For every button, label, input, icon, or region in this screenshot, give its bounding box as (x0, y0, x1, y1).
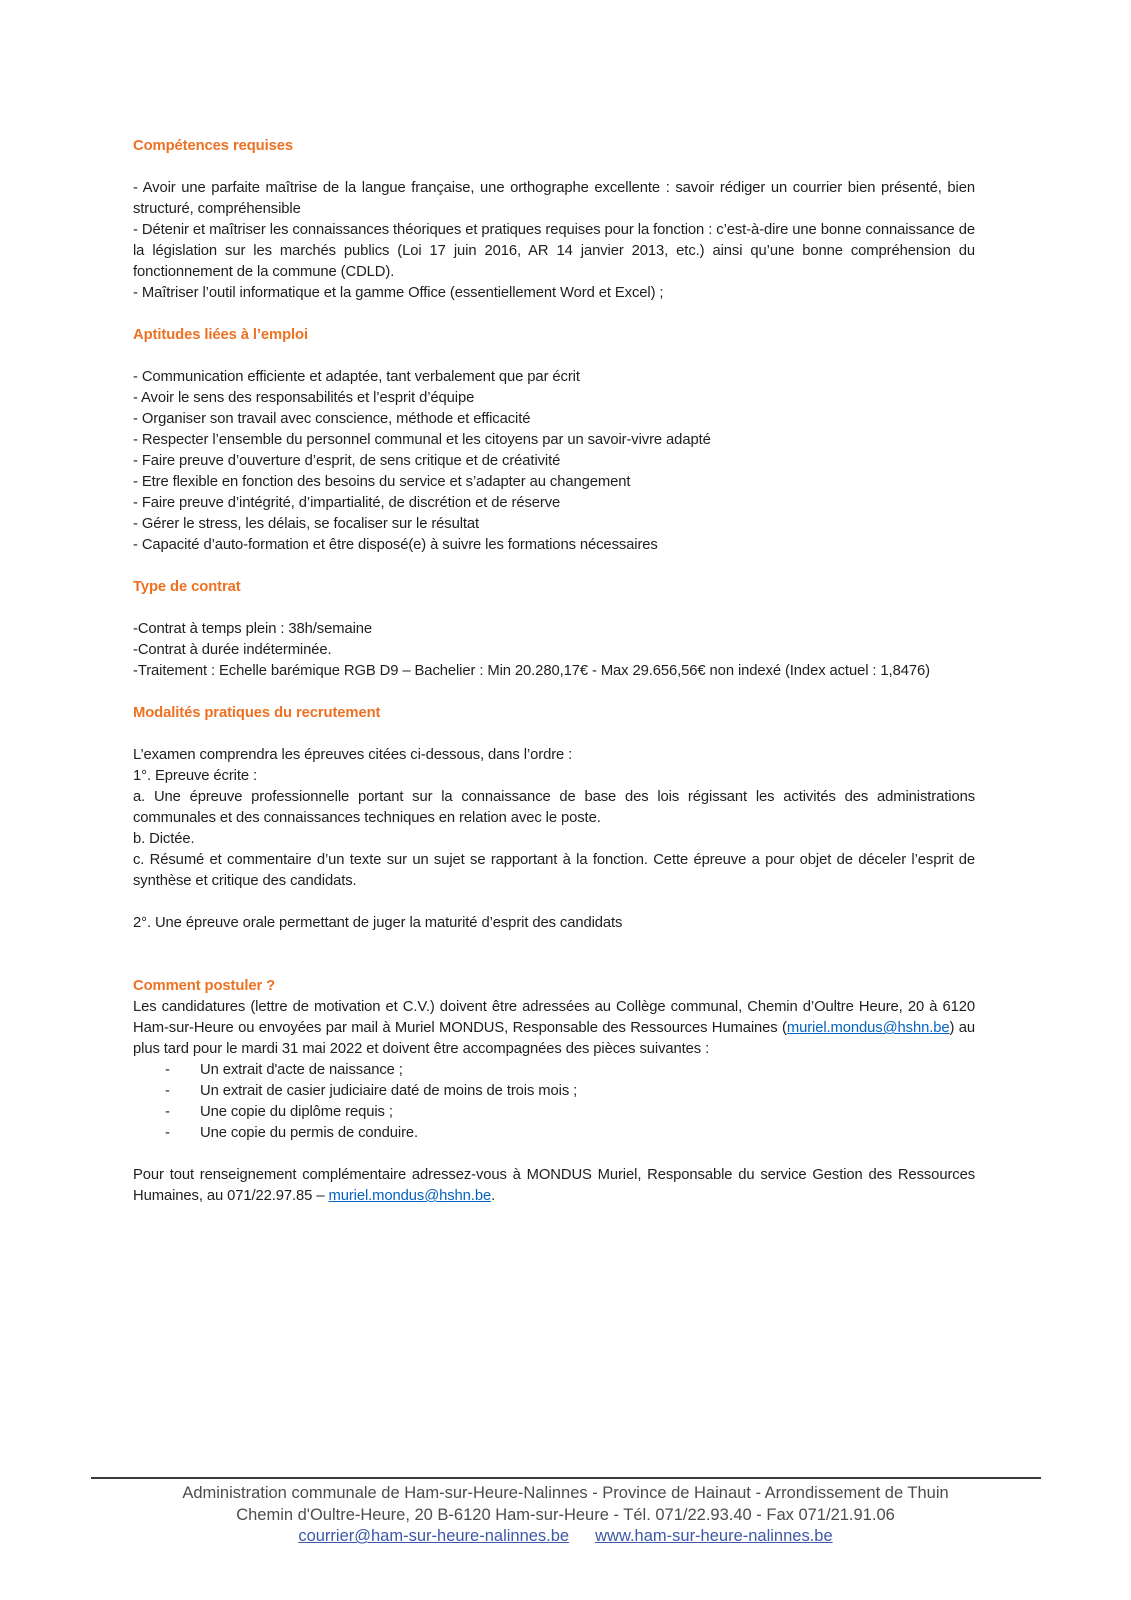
modalites-epreuve-orale: 2°. Une épreuve orale permettant de juger la maturité d’esprit des candidats (133, 915, 623, 931)
list-item-text: Une copie du permis de conduire. (200, 1125, 419, 1141)
email-link[interactable]: muriel.mondus@hshn.be (786, 1020, 950, 1036)
list-item-text: Un extrait de casier judiciaire daté de moins de trois mois ; (200, 1083, 578, 1099)
modalites-intro: L’examen comprendra les épreuves citées ci-dessous, dans l’ordre : (133, 747, 573, 763)
paragraph-competence-2: - Détenir et maîtriser les connaissances théoriques et pratiques requises pour la fonction : c’est-à-dire une bonne connaissance de la législation sur les marchés publics (Loi 17 juin 2016, AR 14 janvier 2013, etc.) ainsi qu’une bonne compréhension du fonctionnement de la commune (CDLD). (133, 222, 975, 280)
aptitude-item: - Capacité d’auto-formation et être disposé(e) à suivre les formations nécessaires (133, 537, 658, 553)
heading-modalites: Modalités pratiques du recrutement (133, 705, 381, 721)
modalites-epreuve-ecrite: 1°. Epreuve écrite : (133, 768, 257, 784)
contact-text-after-link: . (491, 1188, 496, 1204)
postuler-text-after-link: ) au plus tard pour le mardi 31 mai 2022 et doivent être accompagnées des pièces suivantes : (133, 1020, 975, 1057)
aptitude-item: - Respecter l’ensemble du personnel communal et les citoyens par un savoir-vivre adapté (133, 432, 711, 448)
list-item (133, 1102, 975, 1123)
bullet-dash: - (165, 1062, 170, 1078)
heading-aptitudes: Aptitudes liées à l’emploi (133, 327, 309, 343)
heading-competences: Compétences requises (133, 138, 294, 154)
contrat-item: -Contrat à durée indéterminée. (133, 642, 332, 658)
aptitude-item: - Etre flexible en fonction des besoins du service et s’adapter au changement (133, 474, 631, 490)
aptitude-item: - Faire preuve d’ouverture d’esprit, de sens critique et de créativité (133, 453, 561, 469)
bullet-dash: - (165, 1104, 170, 1120)
list-item-text: Un extrait d'acte de naissance ; (200, 1062, 403, 1078)
contact-text-before-link: Pour tout renseignement complémentaire adressez-vous à MONDUS Muriel, Responsable du service Gestion des Ressources Humaines, au 071/22.97.85 – (133, 1167, 975, 1204)
aptitude-item: - Gérer le stress, les délais, se focaliser sur le résultat (133, 516, 480, 532)
postuler-text-before-link: Les candidatures (lettre de motivation et C.V.) doivent être adressées au Collège communal, Chemin d’Oultre Heure, 20 à 6120 Ham-sur-Heure ou envoyées par mail à Muriel MONDUS, Responsable des Ressources Humaines ( (133, 999, 975, 1036)
list-item (133, 1123, 975, 1144)
section-type-de-contrat (133, 577, 975, 682)
section-modalites (133, 703, 975, 934)
required-documents-list (133, 1060, 975, 1144)
contact-paragraph (133, 1165, 975, 1207)
heading-type-de-contrat: Type de contrat (133, 579, 241, 595)
section-competences (133, 136, 975, 304)
modalites-item-b: b. Dictée. (133, 831, 195, 847)
section-aptitudes (133, 325, 975, 556)
postuler-paragraph (133, 997, 975, 1060)
footer-website-link[interactable]: www.ham-sur-heure-nalinnes.be (595, 1527, 833, 1545)
footer-line-administration: Administration communale de Ham-sur-Heure-Nalinnes - Province de Hainaut - Arrondissement de Thuin (182, 1484, 949, 1502)
list-item (133, 1081, 975, 1102)
modalites-item-c: c. Résumé et commentaire d’un texte sur un sujet se rapportant à la fonction. Cette épreuve a pour objet de déceler l’esprit de synthèse et critique des candidats. (133, 852, 975, 889)
list-item-text: Une copie du diplôme requis ; (200, 1104, 393, 1120)
list-item (133, 1060, 975, 1081)
contrat-item-traitement: -Traitement : Echelle barémique RGB D9 – Bachelier : Min 20.280,17€ - Max 29.656,56€ non indexé (Index actuel : 1,8476) (133, 663, 930, 679)
paragraph-competence-3: - Maîtriser l’outil informatique et la gamme Office (essentiellement Word et Excel) ; (133, 285, 664, 301)
bullet-dash: - (165, 1125, 170, 1141)
heading-comment-postuler: Comment postuler ? (133, 978, 276, 994)
aptitude-item: - Avoir le sens des responsabilités et l’esprit d’équipe (133, 390, 475, 406)
bullet-dash: - (165, 1083, 170, 1099)
contact-email-link[interactable]: muriel.mondus@hshn.be (328, 1188, 492, 1204)
modalites-item-a: a. Une épreuve professionnelle portant sur la connaissance de base des lois régissant les activités des administrations communales et des connaissances techniques en relation avec le poste. (133, 789, 975, 826)
footer-email-link[interactable]: courrier@ham-sur-heure-nalinnes.be (298, 1527, 570, 1545)
page-footer (0, 1477, 1131, 1548)
footer-divider (91, 1477, 1041, 1479)
paragraph-competence-1: - Avoir une parfaite maîtrise de la langue française, une orthographe excellente : savoir rédiger un courrier bien présenté, bien structuré, compréhensible (133, 180, 975, 217)
footer-line-address: Chemin d'Oultre-Heure, 20 B-6120 Ham-sur-Heure - Tél. 071/22.93.40 - Fax 071/21.91.06 (236, 1505, 895, 1524)
footer-links (0, 1526, 1131, 1548)
aptitude-item: - Organiser son travail avec conscience, méthode et efficacité (133, 411, 531, 427)
aptitude-item: - Communication efficiente et adaptée, tant verbalement que par écrit (133, 369, 580, 385)
document-body (133, 136, 975, 1228)
aptitude-item: - Faire preuve d’intégrité, d’impartialité, de discrétion et de réserve (133, 495, 561, 511)
section-comment-postuler (133, 976, 975, 1207)
contrat-item: -Contrat à temps plein : 38h/semaine (133, 621, 373, 637)
